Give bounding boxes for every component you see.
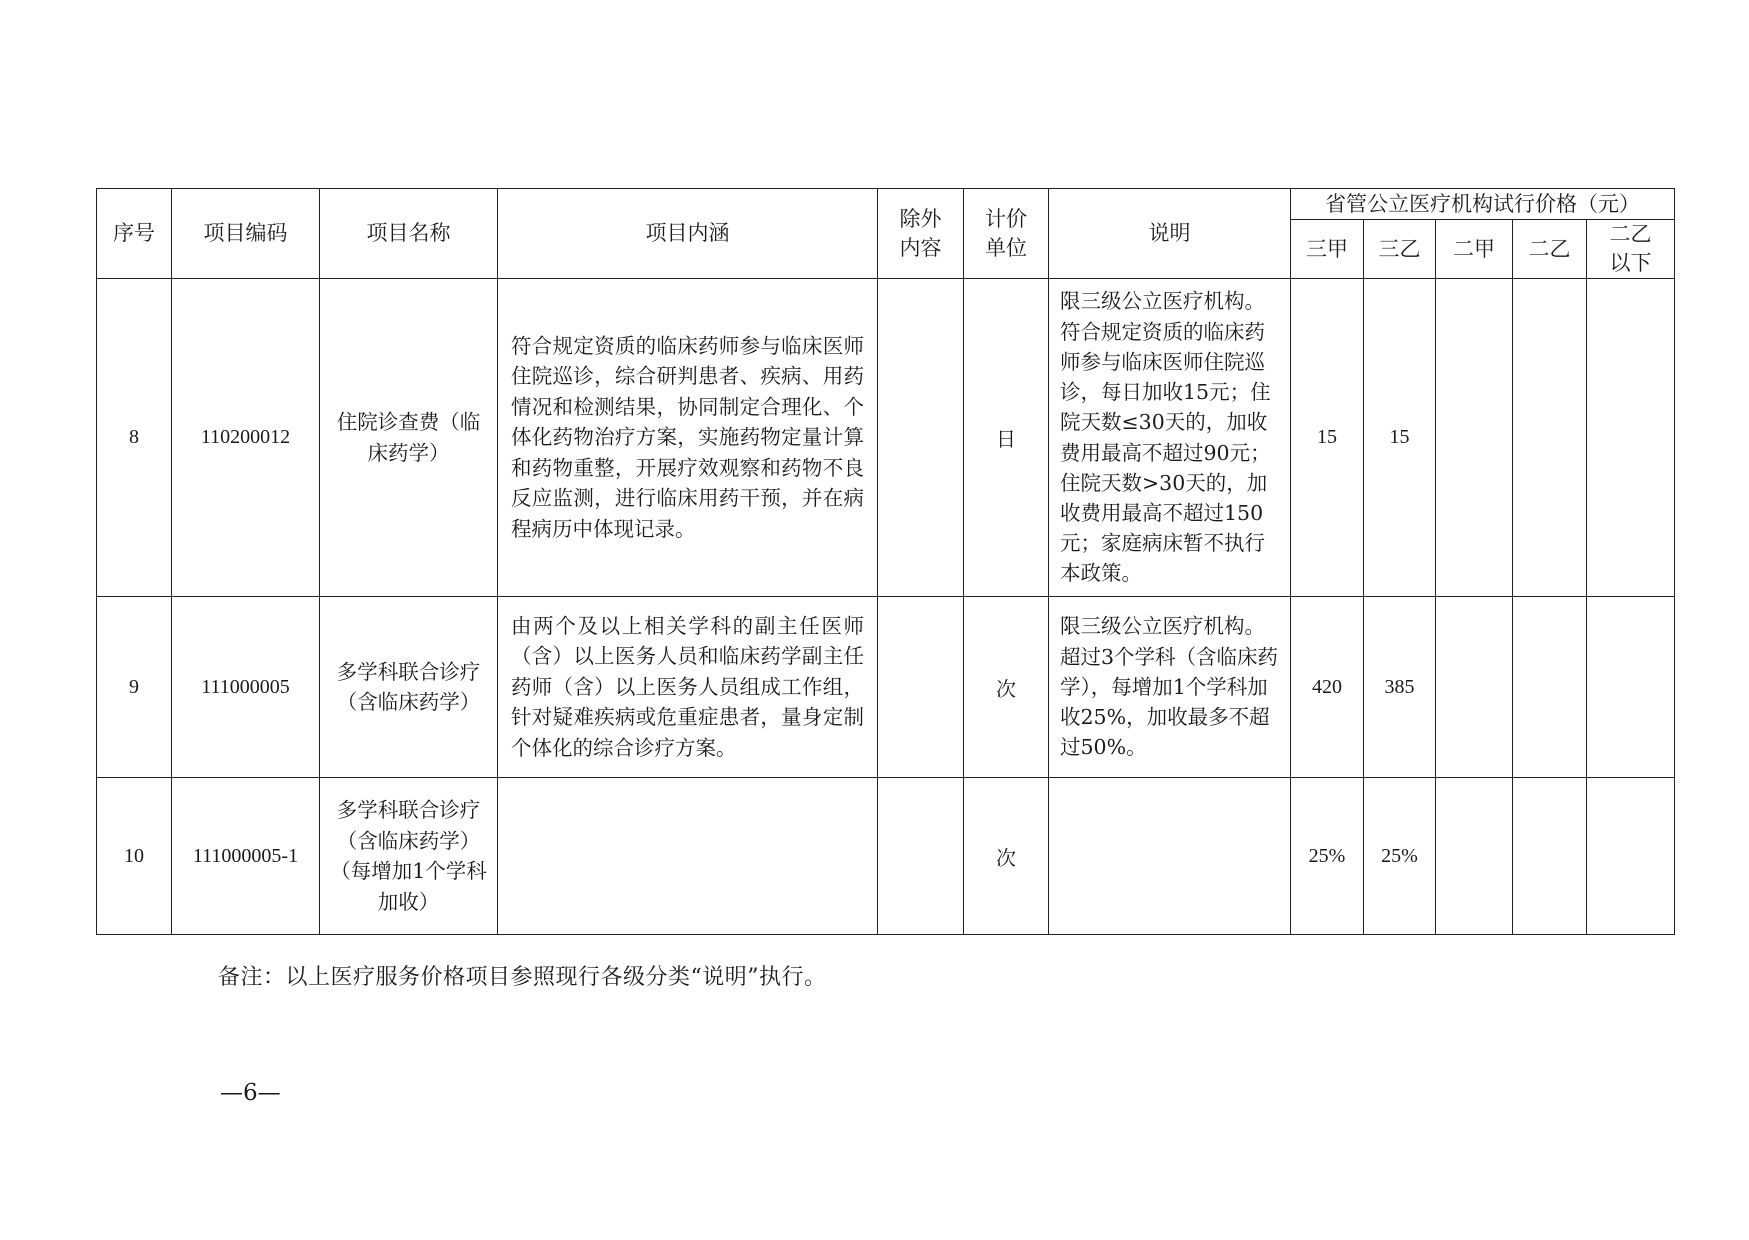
row-code: 111000005 — [172, 597, 320, 778]
row-seq: 8 — [97, 279, 172, 597]
row-price-eryi — [1513, 597, 1587, 778]
header-price-group: 省管公立医疗机构试行价格（元） — [1291, 189, 1675, 220]
header-notes: 说明 — [1049, 189, 1291, 279]
row-name: 住院诊查费（临床药学） — [320, 279, 498, 597]
row-notes: 限三级公立医疗机构。超过3个学科（含临床药学），每增加1个学科加收25%，加收最多不超过50%。 — [1049, 597, 1291, 778]
row-code: 111000005-1 — [172, 778, 320, 935]
table-row — [97, 597, 1675, 778]
row-price-sanyi: 15 — [1364, 279, 1436, 597]
header-name: 项目名称 — [320, 189, 498, 279]
row-price-eryi — [1513, 279, 1587, 597]
row-excluded — [878, 279, 964, 597]
row-code: 110200012 — [172, 279, 320, 597]
header-level-sanjia: 三甲 — [1291, 220, 1364, 279]
row-name: 多学科联合诊疗（含临床药学）（每增加1个学科加收） — [320, 778, 498, 935]
price-table — [96, 188, 1675, 935]
header-level-below-eryi: 二乙以下 — [1587, 220, 1675, 279]
header-unit: 计价单位 — [964, 189, 1049, 279]
row-price-sanjia: 420 — [1291, 597, 1364, 778]
row-price-eryi — [1513, 778, 1587, 935]
row-notes — [1049, 778, 1291, 935]
row-price-sanyi: 25% — [1364, 778, 1436, 935]
header-content: 项目内涵 — [498, 189, 878, 279]
table-row — [97, 778, 1675, 935]
row-seq: 10 — [97, 778, 172, 935]
row-price-erjia — [1436, 279, 1513, 597]
page-number: —6— — [220, 1080, 281, 1106]
row-price-sanjia: 15 — [1291, 279, 1364, 597]
footnote: 备注：以上医疗服务价格项目参照现行各级分类“说明”执行。 — [218, 965, 827, 990]
row-content: 符合规定资质的临床药师参与临床医师住院巡诊，综合研判患者、疾病、用药情况和检测结果，协同制定合理化、个体化药物治疗方案，实施药物定量计算和药物重整，开展疗效观察和药物不良反应监测，进行临床用药干预，并在病程病历中体现记录。 — [498, 279, 878, 597]
row-price-below-eryi — [1587, 778, 1675, 935]
row-excluded — [878, 778, 964, 935]
row-price-sanjia: 25% — [1291, 778, 1364, 935]
table-row — [97, 279, 1675, 597]
row-seq: 9 — [97, 597, 172, 778]
header-seq: 序号 — [97, 189, 172, 279]
table-header — [97, 189, 1675, 279]
header-excluded: 除外内容 — [878, 189, 964, 279]
row-excluded — [878, 597, 964, 778]
row-name: 多学科联合诊疗（含临床药学） — [320, 597, 498, 778]
row-content — [498, 778, 878, 935]
row-price-erjia — [1436, 778, 1513, 935]
row-unit: 次 — [964, 597, 1049, 778]
header-level-eryi: 二乙 — [1513, 220, 1587, 279]
header-code: 项目编码 — [172, 189, 320, 279]
row-price-sanyi: 385 — [1364, 597, 1436, 778]
header-level-sanyi: 三乙 — [1364, 220, 1436, 279]
row-unit: 日 — [964, 279, 1049, 597]
row-price-below-eryi — [1587, 279, 1675, 597]
header-level-erjia: 二甲 — [1436, 220, 1513, 279]
row-price-below-eryi — [1587, 597, 1675, 778]
row-content: 由两个及以上相关学科的副主任医师（含）以上医务人员和临床药学副主任药师（含）以上医务人员组成工作组，针对疑难疾病或危重症患者，量身定制个体化的综合诊疗方案。 — [498, 597, 878, 778]
row-price-erjia — [1436, 597, 1513, 778]
row-unit: 次 — [964, 778, 1049, 935]
row-notes: 限三级公立医疗机构。符合规定资质的临床药师参与临床医师住院巡诊，每日加收15元；住院天数≤30天的，加收费用最高不超过90元；住院天数>30天的，加收费用最高不超过150元；家庭病床暂不执行本政策。 — [1049, 279, 1291, 597]
